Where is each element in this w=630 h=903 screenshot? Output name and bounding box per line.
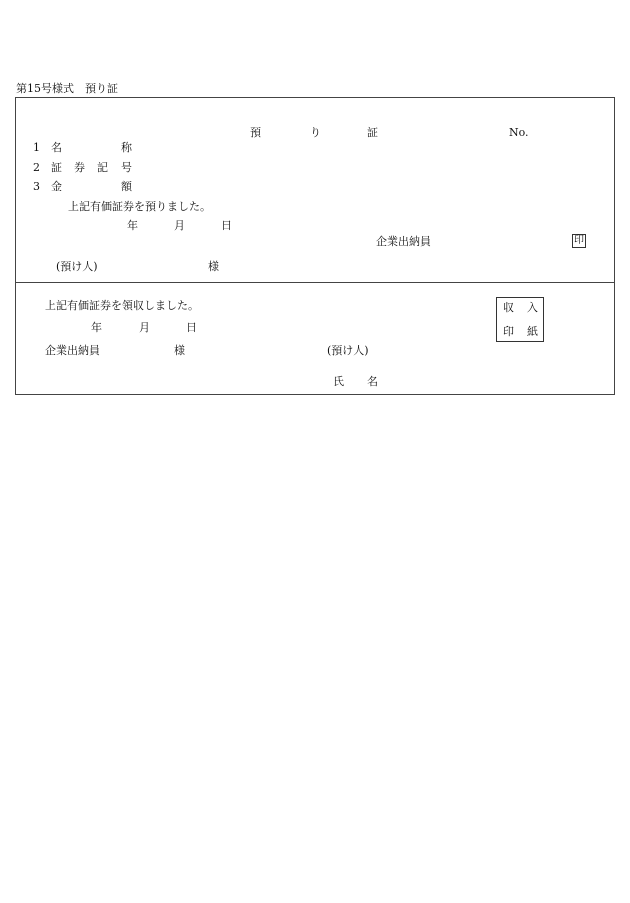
return-date-year: 年: [91, 321, 102, 334]
receipt-number-label: No.: [509, 126, 529, 139]
revenue-stamp-char-4: 紙: [527, 325, 538, 338]
return-name-char-1: 氏: [333, 375, 344, 388]
receipt-date-month: 月: [174, 219, 185, 232]
receipt-section: [15, 97, 615, 283]
receipt-title-char-3: 証: [367, 126, 378, 139]
item-3-name-char-2: 額: [121, 180, 132, 193]
form-title: 第15号様式 預り証: [16, 82, 118, 95]
return-date-day: 日: [186, 321, 197, 334]
revenue-stamp-char-1: 収: [503, 301, 514, 314]
item-2-name-char-4: 号: [121, 161, 132, 174]
return-clerk-label: 企業出納員: [45, 344, 100, 357]
item-2-name-char-2: 券: [74, 161, 85, 174]
receipt-title-char-2: り: [310, 126, 321, 139]
item-2-name-char-3: 記: [97, 161, 108, 174]
item-1-name-char-2: 称: [121, 141, 132, 154]
seal-mark: 印: [574, 235, 584, 246]
return-date-month: 月: [139, 321, 150, 334]
item-3-number: 3: [33, 180, 40, 193]
receipt-statement: 上記有価証券を預りました。: [68, 200, 211, 213]
revenue-stamp-box: [496, 297, 544, 342]
item-1-name-char-1: 名: [51, 141, 62, 154]
return-name-char-2: 名: [367, 375, 378, 388]
return-depositor-label: (預け人): [327, 344, 369, 357]
revenue-stamp-char-3: 印: [503, 325, 514, 338]
return-honorific: 様: [174, 344, 185, 357]
item-1-number: 1: [33, 141, 40, 154]
revenue-stamp-char-2: 入: [527, 301, 538, 314]
return-statement: 上記有価証券を領収しました。: [45, 299, 199, 312]
receipt-title-char-1: 預: [250, 126, 261, 139]
item-2-number: 2: [33, 161, 40, 174]
receipt-date-day: 日: [221, 219, 232, 232]
receipt-clerk-label: 企業出納員: [376, 235, 431, 248]
receipt-honorific: 様: [208, 260, 219, 273]
receipt-date-year: 年: [127, 219, 138, 232]
item-3-name-char-1: 金: [51, 180, 62, 193]
item-2-name-char-1: 証: [51, 161, 62, 174]
receipt-depositor-label: (預け人): [56, 260, 98, 273]
